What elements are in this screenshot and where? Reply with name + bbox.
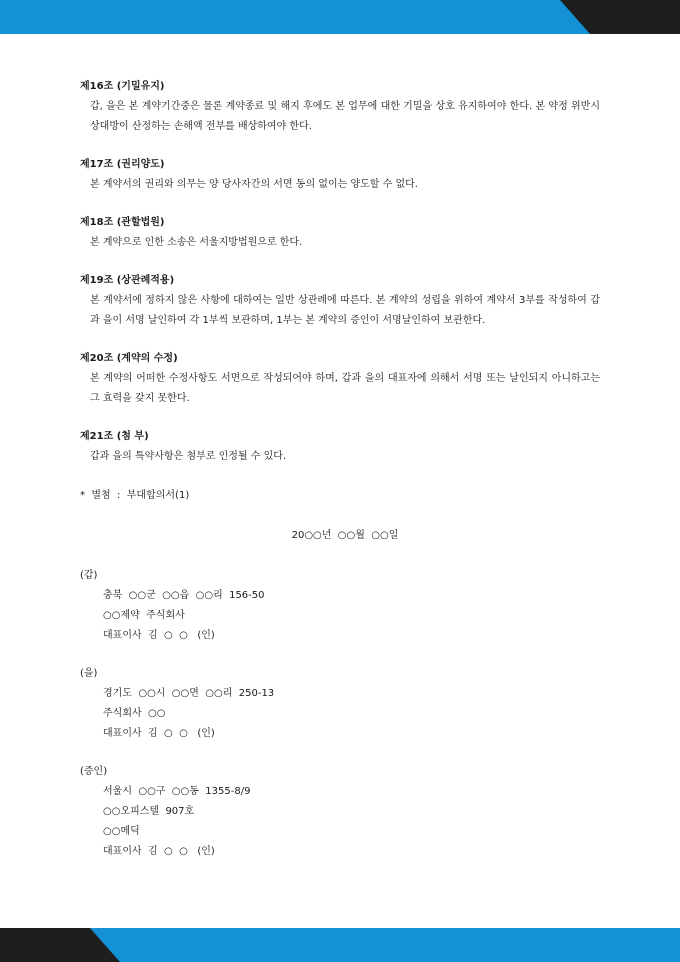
document-body [80,78,600,880]
article-text: 본 계약의 어떠한 수정사항도 서면으로 작성되어야 하며, 갑과 을의 대표자에 의해서 서명 또는 날인되지 아니하고는 그 효력을 갖지 못한다. [90,373,600,404]
article-text: 본 계약서의 권리와 의무는 양 당사자간의 서면 동의 없이는 양도할 수 없다. [90,179,418,190]
article-title: 제20조 (계약의 수정) [80,353,178,364]
article-title: 제17조 (권리양도) [80,159,165,170]
party-label: (을) [80,668,98,679]
party-label: (갑) [80,570,98,581]
footer-band-blue [0,928,680,962]
party-company: ○○메딕 [103,826,140,837]
article-18 [80,214,600,253]
party-company: 주식회사 ○○ [103,708,166,719]
party-representative: 대표이사 김 ○ ○ (인) [103,630,215,641]
article-text: 본 계약으로 인한 소송은 서울지방법원으로 한다. [90,237,303,248]
footer-band [0,928,680,962]
party-eul [80,664,600,744]
party-gap [80,566,600,646]
attachment-note: * 별첨 : 부대합의서(1) [80,490,190,501]
party-witness [80,762,600,862]
article-title: 제21조 (첨 부) [80,431,149,442]
party-address: 충북 ○○군 ○○읍 ○○리 156-50 [103,590,265,601]
party-label: (증인) [80,766,108,777]
party-address: 경기도 ○○시 ○○면 ○○리 250-13 [103,688,275,699]
header-band-blue [0,0,680,34]
article-text: 갑, 을은 본 계약기간중은 물론 계약종료 및 해지 후에도 본 업무에 대한 기밀을 상호 유지하여야 한다. 본 약정 위반시 상대방이 산정하는 손해액 전부를 배상하여야 한다. [90,101,600,132]
article-16 [80,78,600,137]
article-title: 제19조 (상관례적용) [80,275,175,286]
article-19 [80,272,600,331]
article-20 [80,350,600,409]
article-title: 제18조 (관할법원) [80,217,165,228]
party-representative: 대표이사 김 ○ ○ (인) [103,846,215,857]
article-title: 제16조 (기밀유지) [80,81,165,92]
article-17 [80,156,600,195]
article-21 [80,428,600,467]
party-address: 서울시 ○○구 ○○동 1355-8/9 [103,786,251,797]
header-band [0,0,680,34]
article-text: 본 계약서에 정하지 않은 사항에 대하여는 일반 상관례에 따른다. 본 계약의 성립을 위하여 계약서 3부를 작성하여 갑과 을이 서명 날인하여 각 1부씩 보관하며, 1부는 본 계약의 증인이 서명날인하여 보관한다. [90,295,600,326]
header-band-dark [560,0,680,34]
footer-band-dark [0,928,120,962]
party-building: ○○오피스텔 907호 [103,806,195,817]
contract-date: 20○○년 ○○월 ○○일 [291,530,399,541]
article-text: 갑과 을의 특약사항은 첨부로 인정될 수 있다. [90,451,287,462]
party-representative: 대표이사 김 ○ ○ (인) [103,728,215,739]
party-company: ○○제약 주식회사 [103,610,185,621]
